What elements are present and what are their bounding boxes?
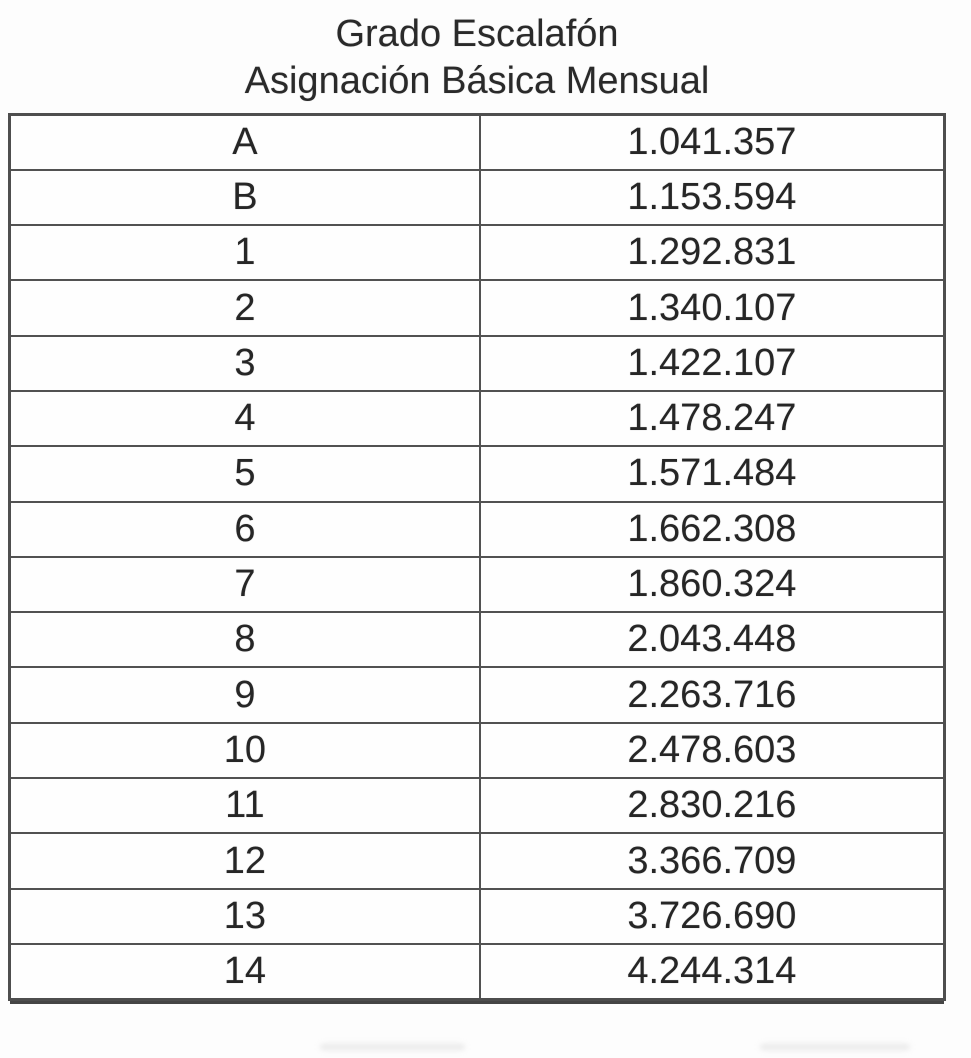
table-row xyxy=(10,667,945,722)
grade-cell: 4 xyxy=(10,391,480,446)
title-line-grado-escalafon: Grado Escalafón xyxy=(335,13,619,55)
table-row xyxy=(10,446,945,501)
amount-cell: 2.478.603 xyxy=(480,723,945,778)
grade-cell: 12 xyxy=(10,833,480,888)
table-row xyxy=(10,280,945,335)
amount-cell: 1.571.484 xyxy=(480,446,945,501)
grade-cell: 11 xyxy=(10,778,480,833)
page-title xyxy=(8,11,946,105)
amount-cell: 2.830.216 xyxy=(480,778,945,833)
grade-cell: 9 xyxy=(10,667,480,722)
table-row xyxy=(10,612,945,667)
salary-scale-table xyxy=(8,113,946,1001)
grade-cell: B xyxy=(10,170,480,225)
amount-cell: 1.662.308 xyxy=(480,502,945,557)
amount-cell: 1.292.831 xyxy=(480,225,945,280)
amount-cell: 1.041.357 xyxy=(480,115,945,170)
table-row xyxy=(10,391,945,446)
table-row xyxy=(10,502,945,557)
amount-cell: 1.422.107 xyxy=(480,336,945,391)
grade-cell: 3 xyxy=(10,336,480,391)
amount-cell: 2.043.448 xyxy=(480,612,945,667)
table-row xyxy=(10,889,945,944)
amount-cell: 1.860.324 xyxy=(480,557,945,612)
table-row xyxy=(10,723,945,778)
amount-cell: 3.366.709 xyxy=(480,833,945,888)
amount-cell: 3.726.690 xyxy=(480,889,945,944)
table-row xyxy=(10,170,945,225)
table-row xyxy=(10,115,945,170)
amount-cell: 1.340.107 xyxy=(480,280,945,335)
grade-cell: 8 xyxy=(10,612,480,667)
grade-cell: A xyxy=(10,115,480,170)
table-row xyxy=(10,557,945,612)
table-body xyxy=(10,115,945,1000)
table-row xyxy=(10,833,945,888)
scan-artifact-smudge xyxy=(760,1044,910,1050)
grade-cell: 5 xyxy=(10,446,480,501)
grade-cell: 14 xyxy=(10,944,480,999)
table-row xyxy=(10,944,945,999)
amount-cell: 1.478.247 xyxy=(480,391,945,446)
table-row xyxy=(10,225,945,280)
grade-cell: 2 xyxy=(10,280,480,335)
grade-cell: 13 xyxy=(10,889,480,944)
amount-cell: 1.153.594 xyxy=(480,170,945,225)
grade-cell: 10 xyxy=(10,723,480,778)
grade-cell: 7 xyxy=(10,557,480,612)
grade-cell: 6 xyxy=(10,502,480,557)
table-row xyxy=(10,336,945,391)
title-line-asignacion-basica-mensual: Asignación Básica Mensual xyxy=(244,60,710,102)
grade-cell: 1 xyxy=(10,225,480,280)
scan-artifact-smudge xyxy=(320,1044,465,1050)
table-row xyxy=(10,778,945,833)
amount-cell: 4.244.314 xyxy=(480,944,945,999)
amount-cell: 2.263.716 xyxy=(480,667,945,722)
